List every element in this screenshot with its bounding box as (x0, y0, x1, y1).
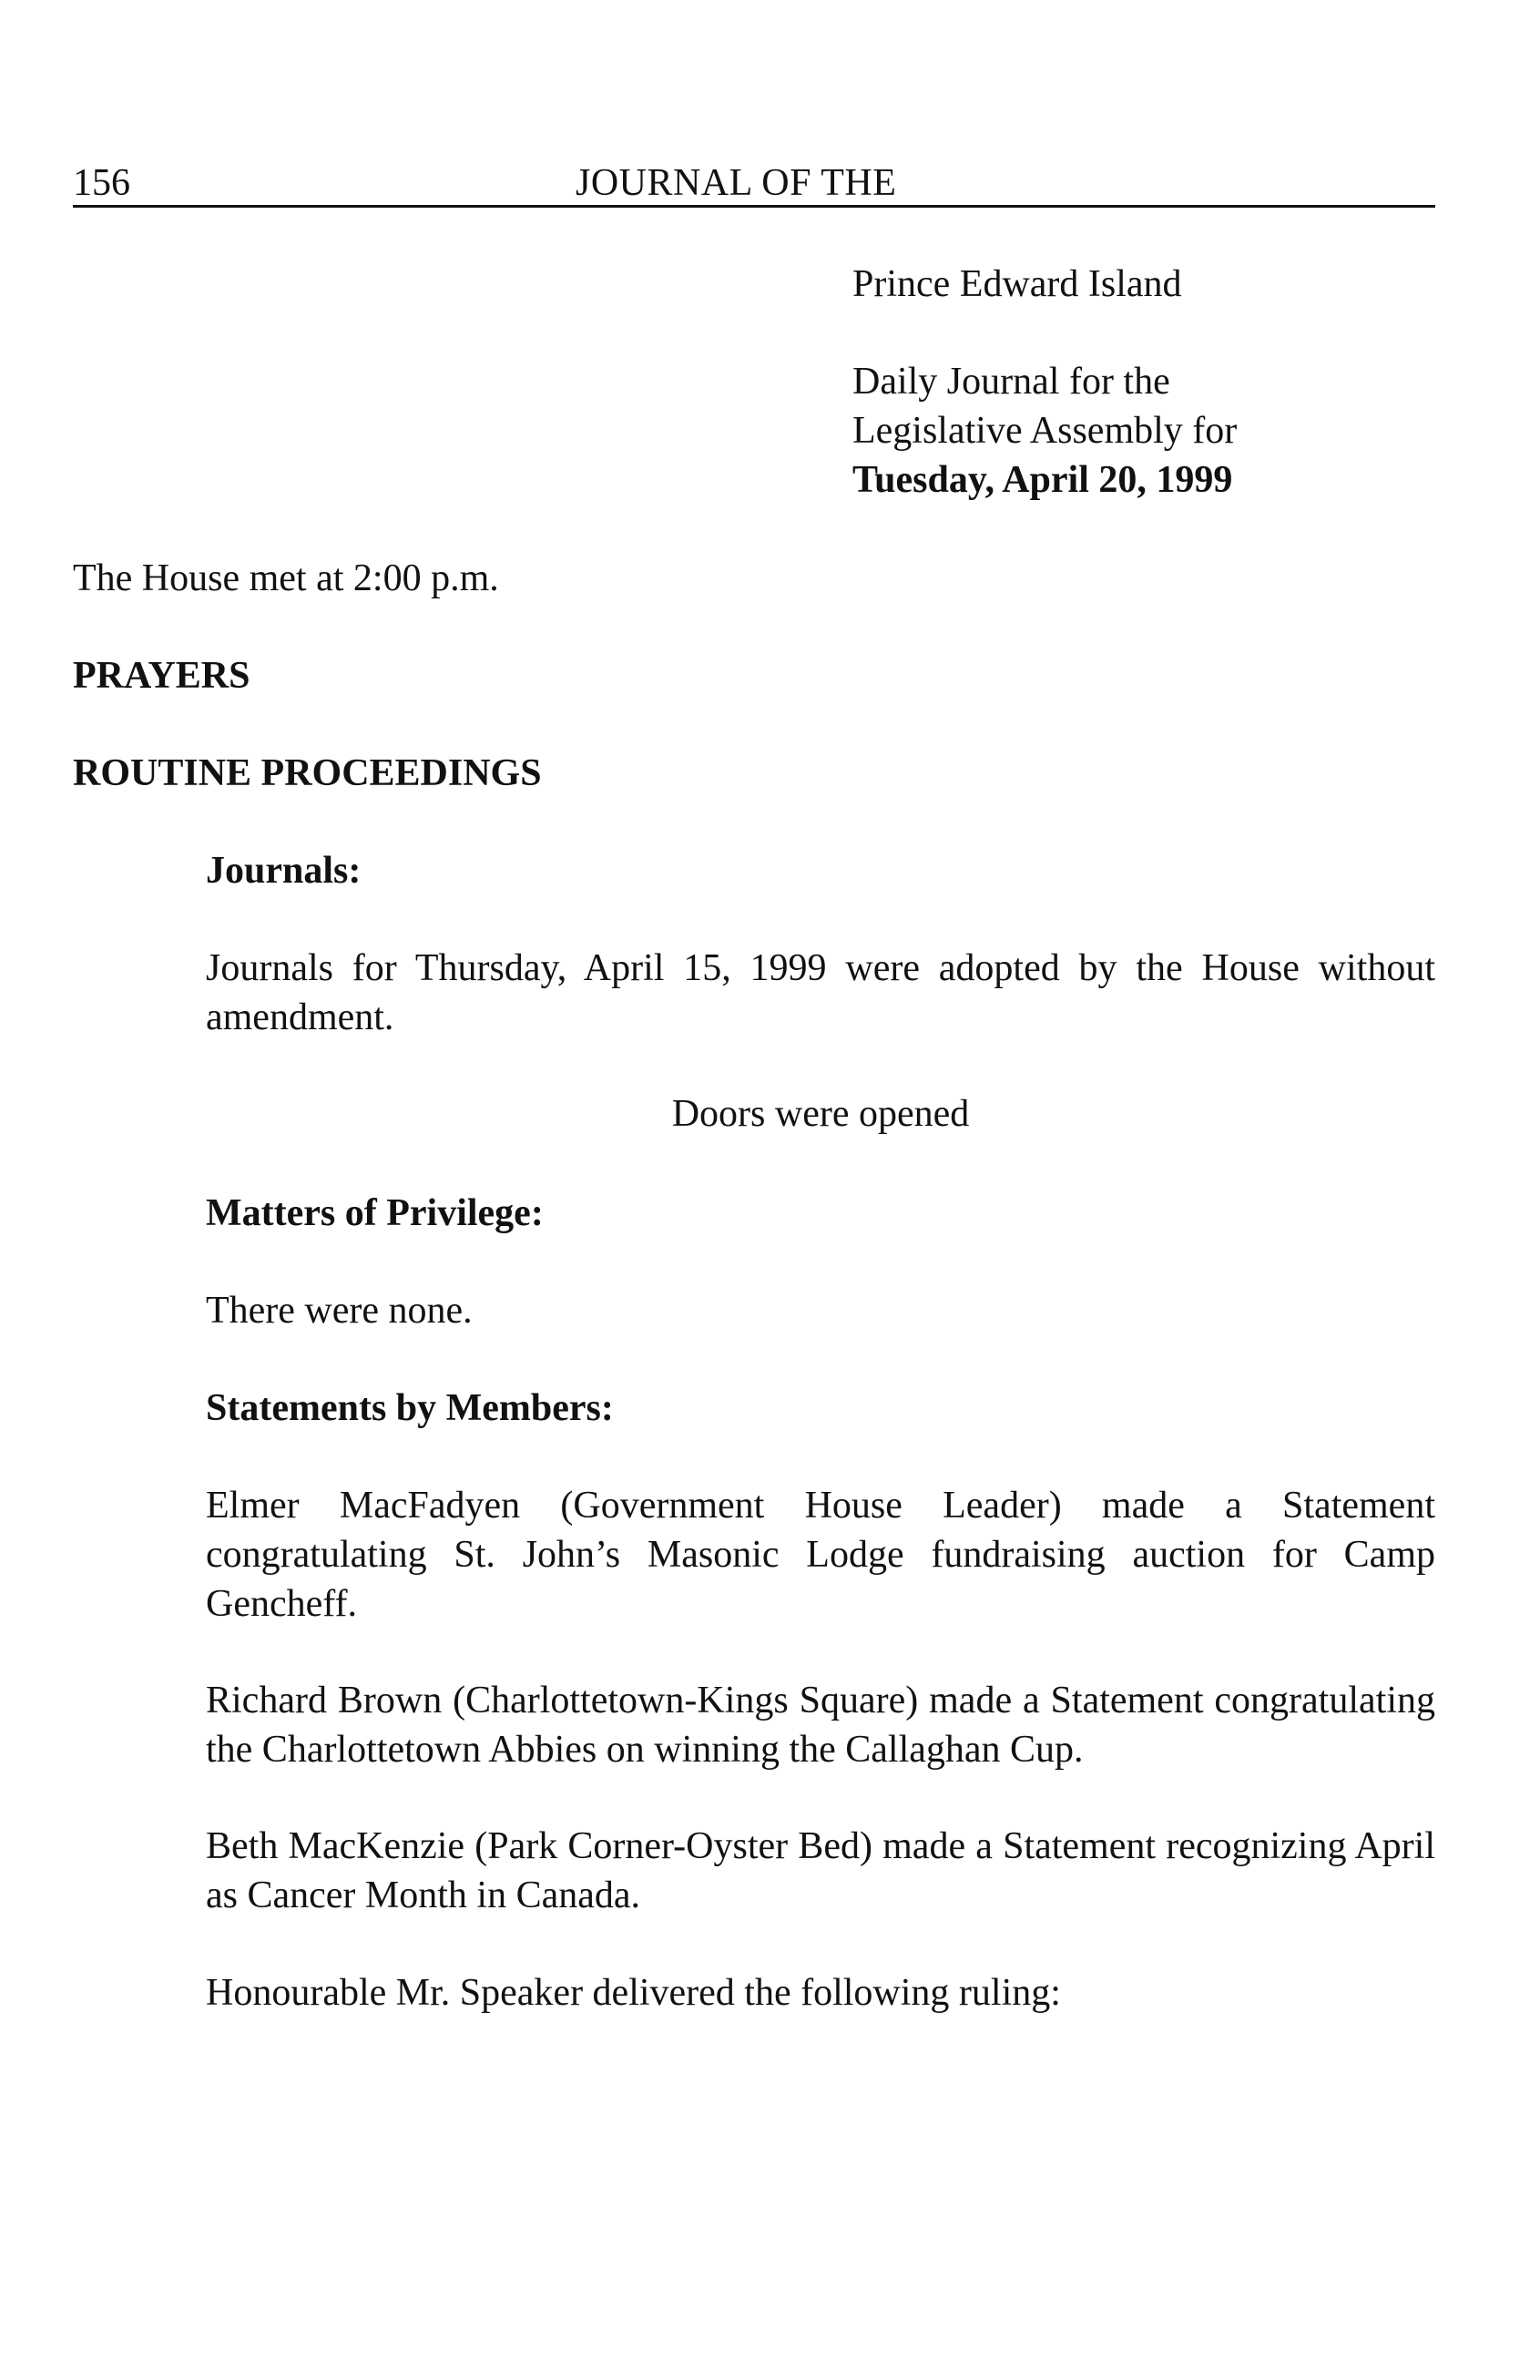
journals-heading: Journals: (206, 850, 362, 892)
page-number: 156 (73, 162, 130, 204)
running-title: JOURNAL OF THE (576, 162, 897, 204)
doors-opened-line: Doors were opened (671, 1093, 970, 1135)
statements-heading: Statements by Members: (206, 1387, 614, 1429)
speaker-ruling-line: Honourable Mr. Speaker delivered the following ruling: (206, 1972, 1061, 2014)
journal-title-line-2: Legislative Assembly for (852, 410, 1238, 452)
header-rule (73, 205, 1435, 208)
privilege-paragraph: There were none. (206, 1290, 473, 1332)
privilege-heading: Matters of Privilege: (206, 1192, 544, 1234)
journals-paragraph: Journals for Thursday, April 15, 1999 were adopted by the House without amendment. (206, 947, 1435, 1038)
routine-proceedings-heading: ROUTINE PROCEEDINGS (73, 752, 542, 794)
journal-date: Tuesday, April 20, 1999 (852, 459, 1233, 501)
province-name: Prince Edward Island (852, 263, 1182, 305)
prayers-heading: PRAYERS (73, 655, 250, 697)
statement-paragraph: Elmer MacFadyen (Government House Leader) made a Statement congratulating St. John’s Masonic Lodge fundraising auction for Camp Gencheff. (206, 1485, 1435, 1625)
statement-paragraph: Richard Brown (Charlottetown-Kings Square) made a Statement congratulating the Charlottetown Abbies on winning the Callaghan Cup. (206, 1680, 1435, 1771)
house-met-line: The House met at 2:00 p.m. (73, 557, 499, 599)
statement-paragraph: Beth MacKenzie (Park Corner-Oyster Bed) made a Statement recognizing April as Cancer Month in Canada. (206, 1825, 1435, 1916)
journal-title-line-1: Daily Journal for the (852, 361, 1170, 403)
